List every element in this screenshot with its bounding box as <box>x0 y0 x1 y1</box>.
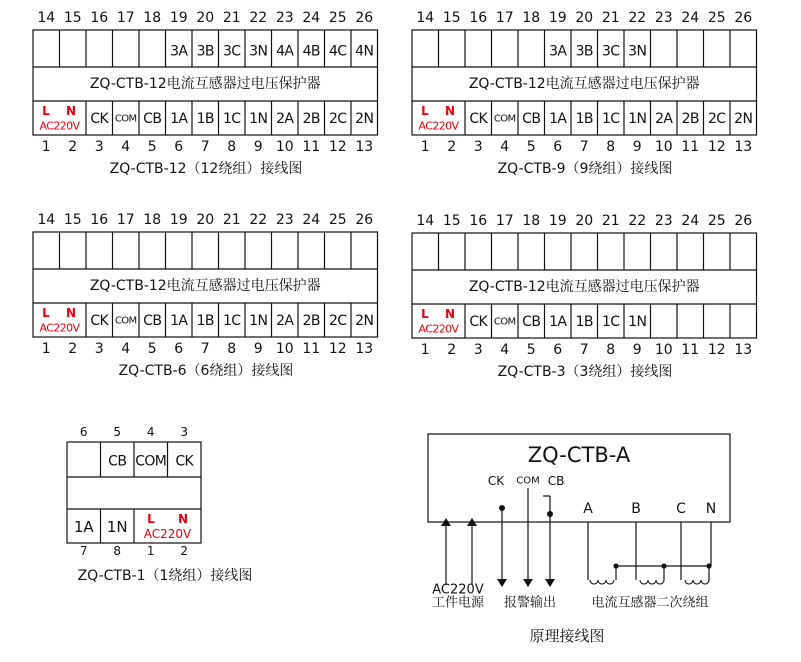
power-n-label: N <box>177 512 189 526</box>
bottom-terminal-number: 4 <box>121 139 131 155</box>
terminal-block-3 <box>33 212 378 379</box>
bottom-terminal-number: 7 <box>200 341 210 357</box>
bottom-terminal-number: 9 <box>253 341 263 357</box>
bottom-terminal-label: 1B <box>196 111 214 127</box>
bottom-terminal-label: COM <box>114 315 137 327</box>
power-l-label: L <box>147 512 155 526</box>
bottom-terminal-number: 11 <box>302 341 321 357</box>
top-terminal-number: 15 <box>442 10 461 26</box>
top-terminal-number: 24 <box>302 212 321 228</box>
phase-label-a: A <box>583 501 593 517</box>
principle-diagram <box>428 434 730 645</box>
top-terminal-number: 23 <box>654 213 673 229</box>
bottom-terminal-number: 3 <box>473 139 483 155</box>
top-terminal-number: 23 <box>275 212 294 228</box>
top-terminal-number: 19 <box>548 10 567 26</box>
bottom-terminal-number: 1 <box>41 341 51 357</box>
bottom-terminal-number: 4 <box>500 342 510 358</box>
terminal-block-small <box>67 425 252 584</box>
power-n-label: N <box>444 307 456 321</box>
top-terminal-label: 3N <box>628 43 647 60</box>
top-terminal-label: 3C <box>223 43 241 60</box>
top-terminal-label: 4B <box>302 43 320 60</box>
bottom-terminal-number: 5 <box>526 342 536 358</box>
bottom-terminal-label: 2B <box>681 111 699 127</box>
block-caption: ZQ-CTB-6（6绕组）接线图 <box>118 363 294 379</box>
bottom-terminal-label: 1A <box>170 313 188 329</box>
terminal-block-4 <box>412 213 757 380</box>
top-terminal-number: 5 <box>113 425 122 439</box>
bottom-terminal-number: 9 <box>632 139 642 155</box>
top-terminal-number: 15 <box>63 10 82 26</box>
bottom-terminal-label: 1C <box>602 111 620 127</box>
bottom-terminal-label: 2N <box>734 111 753 127</box>
top-terminal-label: 3A <box>549 43 567 60</box>
block-caption: ZQ-CTB-12（12绕组）接线图 <box>109 161 303 177</box>
power-l-label: L <box>42 306 50 320</box>
bottom-terminal-label: 1N <box>249 313 268 329</box>
bottom-terminal-number: 1 <box>41 139 51 155</box>
bottom-terminal-number: 5 <box>147 139 157 155</box>
bottom-terminal-label: CK <box>90 313 109 329</box>
bottom-terminal-number: 8 <box>113 544 122 558</box>
bottom-terminal-number: 12 <box>328 139 347 155</box>
bottom-terminal-number: 12 <box>707 139 726 155</box>
bottom-terminal-number: 11 <box>681 139 700 155</box>
bottom-terminal-number: 1 <box>146 544 155 558</box>
top-terminal-number: 14 <box>37 212 56 228</box>
cb-label: CB <box>547 474 565 488</box>
bottom-terminal-label: 2B <box>302 313 320 329</box>
ct-winding-c <box>685 580 709 584</box>
power-l-label: L <box>421 104 429 118</box>
bottom-terminal-number: 4 <box>121 341 131 357</box>
top-terminal-number: 17 <box>116 212 135 228</box>
bottom-terminal-label: 1C <box>223 111 241 127</box>
top-terminal-number: 16 <box>90 10 109 26</box>
bottom-terminal-number: 10 <box>654 139 673 155</box>
bottom-terminal-number: 2 <box>68 139 78 155</box>
bottom-terminal-label: CK <box>469 111 488 127</box>
top-terminal-number: 18 <box>143 10 162 26</box>
top-terminal-number: 14 <box>416 213 435 229</box>
top-terminal-label: 3B <box>196 43 214 60</box>
top-terminal-number: 18 <box>143 212 162 228</box>
top-terminal-number: 22 <box>249 212 268 228</box>
bottom-terminal-label: 1N <box>106 518 128 536</box>
bottom-terminal-number: 7 <box>579 342 589 358</box>
top-terminal-number: 17 <box>495 213 514 229</box>
top-terminal-number: 23 <box>275 10 294 26</box>
phase-label-n: N <box>705 501 717 517</box>
bottom-terminal-number: 7 <box>79 544 88 558</box>
bottom-terminal-label: 1A <box>170 111 188 127</box>
top-terminal-number: 21 <box>601 213 620 229</box>
top-terminal-number: 21 <box>601 10 620 26</box>
bottom-terminal-label: CB <box>522 314 541 330</box>
bottom-terminal-number: 13 <box>355 139 374 155</box>
bottom-terminal-number: 9 <box>632 342 642 358</box>
bottom-terminal-label: 1N <box>628 314 647 330</box>
top-terminal-number: 20 <box>196 10 215 26</box>
top-terminal-number: 24 <box>302 10 321 26</box>
bottom-terminal-number: 10 <box>654 342 673 358</box>
bottom-terminal-label: 2C <box>329 313 347 329</box>
top-terminal-label: 3A <box>170 43 188 60</box>
top-terminal-number: 25 <box>707 213 726 229</box>
top-terminal-number: 25 <box>328 212 347 228</box>
top-terminal-number: 16 <box>469 213 488 229</box>
top-terminal-label: 4C <box>329 43 347 60</box>
top-terminal-number: 15 <box>442 213 461 229</box>
bottom-terminal-number: 8 <box>227 341 237 357</box>
bottom-terminal-label: 1A <box>73 518 94 536</box>
bottom-terminal-label: 2A <box>276 313 294 329</box>
top-terminal-number: 16 <box>90 212 109 228</box>
bottom-terminal-number: 2 <box>68 341 78 357</box>
top-terminal-label: 3N <box>249 43 268 60</box>
top-terminal-label: 4A <box>276 43 294 60</box>
top-terminal-number: 17 <box>116 10 135 26</box>
bottom-terminal-label: 1C <box>602 314 620 330</box>
bottom-terminal-number: 1 <box>420 139 430 155</box>
bottom-terminal-label: CB <box>143 111 162 127</box>
bottom-terminal-label: COM <box>493 316 516 328</box>
top-terminal-number: 24 <box>681 10 700 26</box>
top-terminal-number: 22 <box>249 10 268 26</box>
bottom-terminal-number: 8 <box>606 342 616 358</box>
top-terminal-label: 4N <box>355 43 374 60</box>
device-model-title: ZQ-CTB-A <box>527 443 631 467</box>
bottom-terminal-number: 2 <box>447 342 457 358</box>
top-terminal-number: 20 <box>575 10 594 26</box>
power-l-label: L <box>421 307 429 321</box>
bottom-terminal-label: COM <box>493 113 516 125</box>
block-caption: ZQ-CTB-9（9绕组）接线图 <box>497 161 673 177</box>
bottom-terminal-number: 2 <box>180 544 189 558</box>
bottom-terminal-number: 13 <box>355 341 374 357</box>
top-terminal-number: 19 <box>548 213 567 229</box>
power-ac-label: AC220V <box>39 119 80 133</box>
bottom-terminal-label: 1A <box>549 314 567 330</box>
bottom-terminal-number: 8 <box>606 139 616 155</box>
top-terminal-number: 21 <box>222 10 241 26</box>
bottom-terminal-number: 11 <box>302 139 321 155</box>
bottom-terminal-number: 10 <box>275 139 294 155</box>
bottom-terminal-number: 12 <box>328 341 347 357</box>
power-n-label: N <box>65 104 77 118</box>
top-terminal-number: 25 <box>328 10 347 26</box>
bottom-terminal-number: 7 <box>200 139 210 155</box>
principle-caption: 原理接线图 <box>529 627 605 645</box>
bottom-terminal-label: CB <box>143 313 162 329</box>
top-terminal-number: 15 <box>63 212 82 228</box>
power-label: AC220V <box>432 582 484 598</box>
top-terminal-number: 19 <box>169 10 188 26</box>
bottom-terminal-number: 3 <box>94 139 104 155</box>
top-terminal-label: CK <box>175 453 194 470</box>
terminal-block-2 <box>412 10 757 177</box>
bottom-terminal-number: 3 <box>473 342 483 358</box>
top-terminal-number: 26 <box>734 213 753 229</box>
top-terminal-number: 14 <box>37 10 56 26</box>
top-terminal-number: 22 <box>628 10 647 26</box>
bottom-terminal-number: 5 <box>147 341 157 357</box>
junction-dot <box>706 563 711 568</box>
top-terminal-number: 18 <box>522 10 541 26</box>
ct-winding-b <box>640 580 664 584</box>
top-terminal-number: 25 <box>707 10 726 26</box>
device-title: ZQ-CTB-12电流互感器过电压保护器 <box>468 76 700 92</box>
junction-dot <box>661 563 666 568</box>
power-n-label: N <box>444 104 456 118</box>
top-terminal-number: 23 <box>654 10 673 26</box>
top-terminal-number: 17 <box>495 10 514 26</box>
bottom-terminal-number: 10 <box>275 341 294 357</box>
power-ac-label: AC220V <box>418 322 459 336</box>
bottom-terminal-label: 2A <box>655 111 673 127</box>
bottom-terminal-label: 2C <box>329 111 347 127</box>
bottom-terminal-label: CB <box>522 111 541 127</box>
top-terminal-number: 26 <box>355 10 374 26</box>
power-l-label: L <box>42 104 50 118</box>
bottom-terminal-label: 1N <box>628 111 647 127</box>
bottom-terminal-label: CK <box>90 111 109 127</box>
bottom-terminal-number: 6 <box>553 342 563 358</box>
top-terminal-label: COM <box>135 453 167 470</box>
block-caption: ZQ-CTB-1（1绕组）接线图 <box>77 568 253 584</box>
bottom-terminal-number: 6 <box>174 139 184 155</box>
top-terminal-number: 14 <box>416 10 435 26</box>
ct-winding-a <box>590 580 614 584</box>
top-terminal-number: 18 <box>522 213 541 229</box>
bottom-terminal-label: 1B <box>196 313 214 329</box>
bottom-terminal-label: 2C <box>708 111 726 127</box>
top-terminal-number: 20 <box>196 212 215 228</box>
bottom-terminal-number: 11 <box>681 342 700 358</box>
bottom-terminal-number: 6 <box>174 341 184 357</box>
bottom-terminal-label: 1N <box>249 111 268 127</box>
power-ac-label: AC220V <box>418 119 459 133</box>
bottom-terminal-number: 12 <box>707 342 726 358</box>
com-label: COM <box>516 475 540 487</box>
bottom-terminal-label: 1B <box>575 314 593 330</box>
top-terminal-number: 6 <box>79 425 88 439</box>
bottom-terminal-number: 1 <box>420 342 430 358</box>
junction-dot <box>613 563 618 568</box>
power-n-label: N <box>65 306 77 320</box>
bottom-terminal-label: 2B <box>302 111 320 127</box>
bottom-terminal-label: CK <box>469 314 488 330</box>
phase-label-b: B <box>631 501 641 517</box>
device-title: ZQ-CTB-12电流互感器过电压保护器 <box>468 279 700 295</box>
bottom-terminal-number: 5 <box>526 139 536 155</box>
block-caption: ZQ-CTB-3（3绕组）接线图 <box>497 364 673 380</box>
bottom-terminal-number: 9 <box>253 139 263 155</box>
bottom-terminal-label: 1B <box>575 111 593 127</box>
bottom-terminal-label: 1C <box>223 313 241 329</box>
device-title: ZQ-CTB-12电流互感器过电压保护器 <box>89 278 321 294</box>
power-sub-label: 工件电源 <box>431 595 485 611</box>
ct-winding-label: 电流互感器二次绕组 <box>591 595 709 611</box>
top-terminal-number: 16 <box>469 10 488 26</box>
bottom-terminal-label: 2A <box>276 111 294 127</box>
phase-label-c: C <box>676 501 686 517</box>
bottom-terminal-number: 2 <box>447 139 457 155</box>
bottom-terminal-number: 8 <box>227 139 237 155</box>
power-ac-label: AC220V <box>39 321 80 335</box>
bottom-terminal-label: 2N <box>355 313 374 329</box>
top-terminal-number: 20 <box>575 213 594 229</box>
top-terminal-label: CB <box>108 453 127 470</box>
bottom-terminal-label: COM <box>114 113 137 125</box>
bottom-terminal-label: 1A <box>549 111 567 127</box>
bottom-terminal-number: 3 <box>94 341 104 357</box>
top-terminal-number: 26 <box>734 10 753 26</box>
device-title: ZQ-CTB-12电流互感器过电压保护器 <box>89 76 321 92</box>
top-terminal-number: 22 <box>628 213 647 229</box>
top-terminal-number: 3 <box>180 425 189 439</box>
terminal-block-1 <box>33 10 378 177</box>
bottom-terminal-number: 4 <box>500 139 510 155</box>
ck-label: CK <box>487 474 505 488</box>
top-terminal-number: 24 <box>681 213 700 229</box>
alarm-output-label: 报警输出 <box>503 595 557 611</box>
top-terminal-number: 4 <box>146 425 155 439</box>
top-terminal-number: 21 <box>222 212 241 228</box>
top-terminal-label: 3B <box>575 43 593 60</box>
bottom-terminal-number: 7 <box>579 139 589 155</box>
top-terminal-number: 19 <box>169 212 188 228</box>
top-terminal-number: 26 <box>355 212 374 228</box>
top-terminal-label: 3C <box>602 43 620 60</box>
bottom-terminal-number: 6 <box>553 139 563 155</box>
power-ac-label: AC220V <box>143 527 192 541</box>
bottom-terminal-number: 13 <box>734 342 753 358</box>
bottom-terminal-label: 2N <box>355 111 374 127</box>
bottom-terminal-number: 13 <box>734 139 753 155</box>
